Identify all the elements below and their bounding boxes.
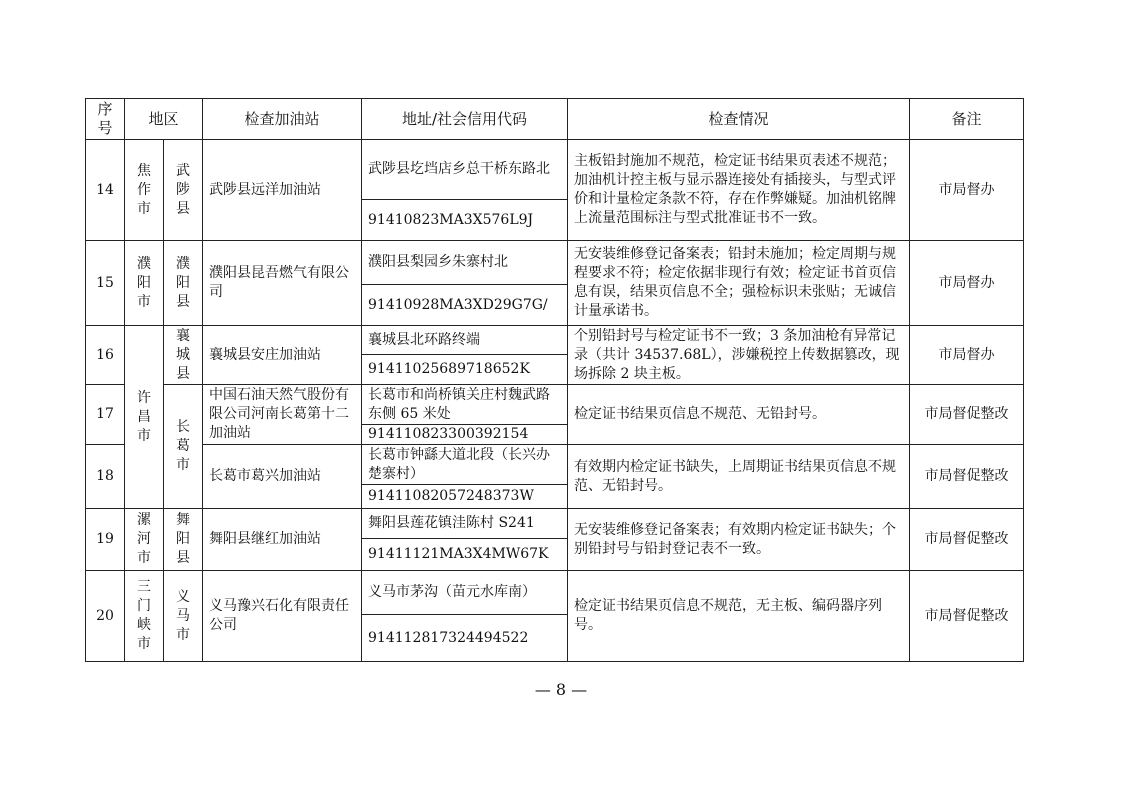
header-region: 地区 <box>125 99 203 140</box>
credit-code-cell: 91411082057248373W <box>362 485 568 509</box>
region-char: 市 <box>137 293 151 310</box>
address-cell: 武陟县圪垱店乡总干桥东路北 <box>362 140 568 200</box>
credit-code-cell: 91411121MA3X4MW67K <box>362 539 568 571</box>
region-char: 门 <box>137 598 151 614</box>
situation-cell: 无安装维修登记备案表；铅封未施加；检定周期与规程要求不符；检定依据非现行有效；检定证书首页信息有误，结果页信息不全；强检标识未张贴；无诚信计量承诺书。 <box>568 241 910 326</box>
address-cell: 长葛市和尚桥镇关庄村魏武路东侧 65 米处 <box>362 385 568 425</box>
region-char: 市 <box>176 626 190 643</box>
page-number: — 8 — <box>534 680 588 699</box>
region-char: 作 <box>137 181 151 198</box>
remark-cell: 市局督促整改 <box>910 571 1024 662</box>
remark-cell: 市局督促整改 <box>910 445 1024 509</box>
inspection-table <box>85 98 1024 662</box>
county-cell <box>164 140 203 241</box>
credit-code-cell: 91411025689718652K <box>362 355 568 385</box>
region-char: 襄 <box>176 327 190 344</box>
address-cell: 义马市茅沟（苗元水库南） <box>362 571 568 615</box>
remark-cell: 市局督促整改 <box>910 509 1024 571</box>
county-cell <box>164 385 203 509</box>
row-seq: 20 <box>86 571 125 662</box>
region-char: 漯 <box>137 512 151 528</box>
header-seq: 序号 <box>86 99 125 140</box>
table-row <box>86 385 1024 425</box>
region-char: 县 <box>176 200 190 217</box>
region-char: 城 <box>176 346 190 363</box>
header-address-code: 地址/社会信用代码 <box>362 99 568 140</box>
situation-cell: 个别铅封号与检定证书不一致；3 条加油枪有异常记录（共计 34537.68L），涉嫌税控上传数据篡改，现场拆除 2 块主板。 <box>568 326 910 385</box>
county-cell <box>164 509 203 571</box>
region-char: 河 <box>137 531 151 547</box>
situation-cell: 有效期内检定证书缺失，上周期证书结果页信息不规范、无铅封号。 <box>568 445 910 509</box>
row-seq: 18 <box>86 445 125 509</box>
address-cell: 濮阳县梨园乡朱寨村北 <box>362 241 568 285</box>
county-cell <box>164 571 203 662</box>
row-seq: 17 <box>86 385 125 445</box>
situation-cell: 检定证书结果页信息不规范、无铅封号。 <box>568 385 910 445</box>
remark-cell: 市局督办 <box>910 140 1024 241</box>
region-char: 市 <box>176 457 190 473</box>
region-char: 县 <box>176 365 190 382</box>
row-seq: 15 <box>86 241 125 326</box>
row-seq: 19 <box>86 509 125 571</box>
region-char: 武 <box>176 162 190 179</box>
credit-code-cell: 914110823300392154 <box>362 425 568 445</box>
region-char: 市 <box>137 427 151 444</box>
city-cell <box>125 140 164 241</box>
region-char: 马 <box>176 607 190 624</box>
table-row <box>86 445 1024 485</box>
row-seq: 14 <box>86 140 125 241</box>
region-char: 阳 <box>176 274 190 291</box>
region-char: 濮 <box>176 255 190 272</box>
remark-cell: 市局督促整改 <box>910 385 1024 445</box>
station-cell: 濮阳县昆吾燃气有限公司 <box>203 241 362 326</box>
region-char: 县 <box>176 293 190 310</box>
county-cell <box>164 241 203 326</box>
city-cell <box>125 241 164 326</box>
table-header-row <box>86 99 1024 140</box>
credit-code-cell: 914112817324494522 <box>362 615 568 662</box>
table-row <box>86 571 1024 615</box>
header-station: 检查加油站 <box>203 99 362 140</box>
region-char: 阳 <box>176 531 190 547</box>
region-char: 县 <box>176 550 190 566</box>
row-seq: 16 <box>86 326 125 385</box>
station-cell: 义马豫兴石化有限责任公司 <box>203 571 362 662</box>
remark-cell: 市局督办 <box>910 326 1024 385</box>
region-char: 长 <box>176 419 190 435</box>
region-char: 陟 <box>176 181 190 198</box>
city-cell <box>125 571 164 662</box>
region-char: 市 <box>137 636 151 652</box>
station-cell: 武陟县远洋加油站 <box>203 140 362 241</box>
region-char: 濮 <box>137 255 151 272</box>
address-cell: 长葛市钟繇大道北段（长兴办楚寨村） <box>362 445 568 485</box>
region-char: 义 <box>176 588 190 605</box>
region-char: 许 <box>137 389 151 406</box>
station-cell: 舞阳县继红加油站 <box>203 509 362 571</box>
address-cell: 舞阳县莲花镇洼陈村 S241 <box>362 509 568 539</box>
station-cell: 襄城县安庄加油站 <box>203 326 362 385</box>
region-char: 葛 <box>176 438 190 454</box>
remark-cell: 市局督办 <box>910 241 1024 326</box>
table-row <box>86 140 1024 200</box>
city-cell <box>125 509 164 571</box>
station-cell: 长葛市葛兴加油站 <box>203 445 362 509</box>
county-cell <box>164 326 203 385</box>
region-char: 峡 <box>137 617 151 633</box>
table-row <box>86 241 1024 285</box>
region-char: 三 <box>137 579 151 595</box>
city-cell <box>125 326 164 509</box>
region-char: 市 <box>137 200 151 217</box>
header-situation: 检查情况 <box>568 99 910 140</box>
credit-code-cell: 91410928MA3XD29G7G/ <box>362 285 568 326</box>
credit-code-cell: 91410823MA3X576L9J <box>362 200 568 241</box>
header-remark: 备注 <box>910 99 1024 140</box>
situation-cell: 检定证书结果页信息不规范，无主板、编码器序列号。 <box>568 571 910 662</box>
situation-cell: 无安装维修登记备案表；有效期内检定证书缺失；个别铅封号与铅封登记表不一致。 <box>568 509 910 571</box>
region-char: 阳 <box>137 274 151 291</box>
table-row <box>86 509 1024 539</box>
region-char: 昌 <box>137 408 151 425</box>
station-cell: 中国石油天然气股份有限公司河南长葛第十二加油站 <box>203 385 362 445</box>
region-char: 舞 <box>176 512 190 528</box>
region-char: 市 <box>137 550 151 566</box>
situation-cell: 主板铅封施加不规范，检定证书结果页表述不规范；加油机计控主板与显示器连接处有插接头，与型式评价和计量检定条款不符，存在作弊嫌疑。加油机铭牌上流量范围标注与型式批准证书不一致。 <box>568 140 910 241</box>
region-char: 焦 <box>137 162 151 179</box>
table-row <box>86 326 1024 355</box>
address-cell: 襄城县北环路终端 <box>362 326 568 355</box>
